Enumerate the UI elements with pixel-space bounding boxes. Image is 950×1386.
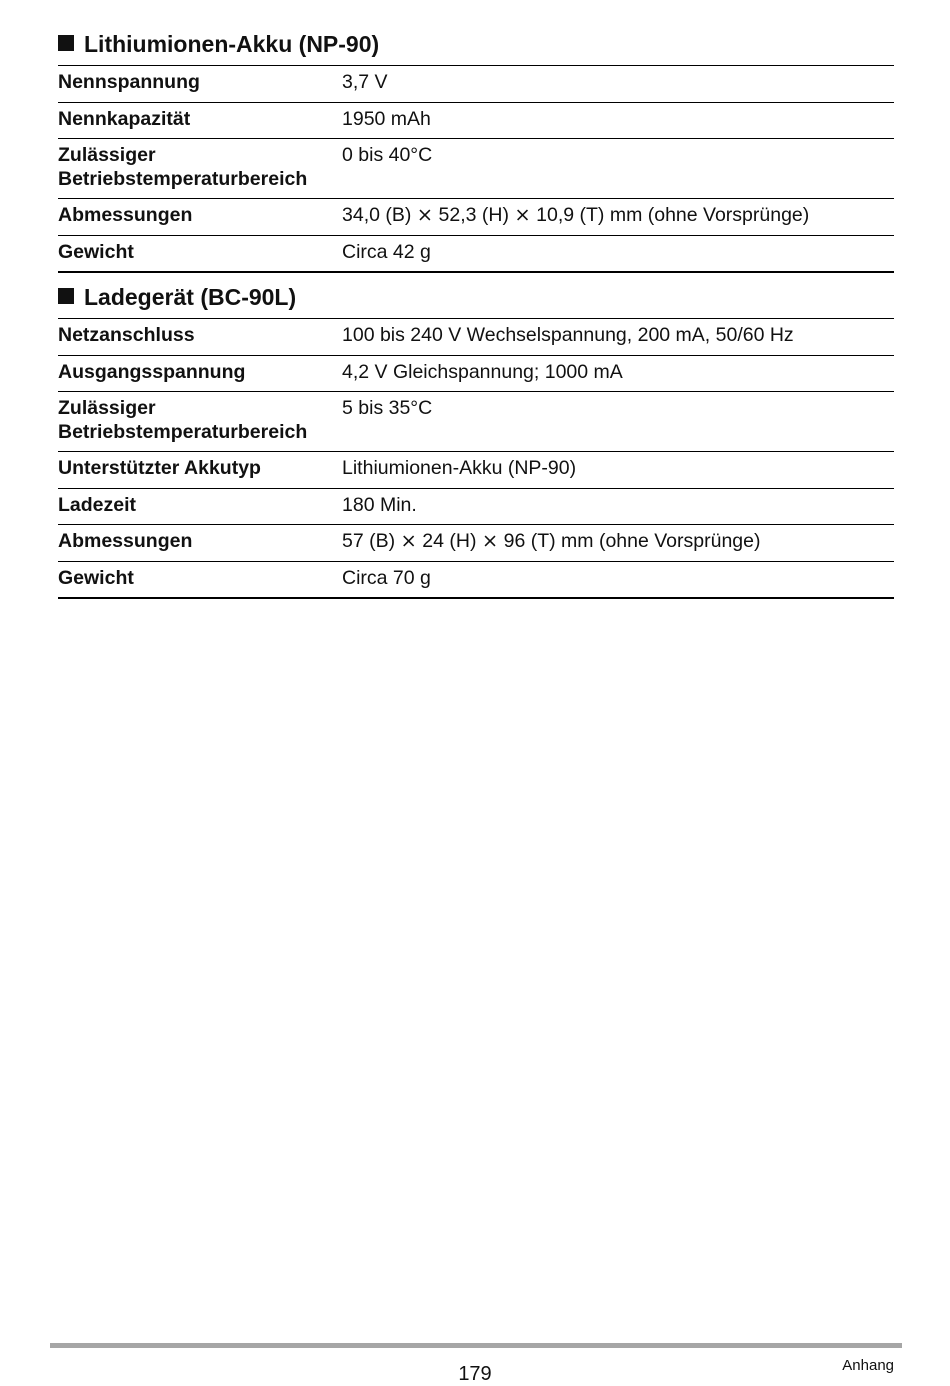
table-row: [58, 139, 894, 199]
row-label: Ausgangsspannung: [58, 360, 246, 383]
square-bullet-icon: [58, 35, 74, 51]
row-label: Gewicht: [58, 240, 134, 263]
row-label: Abmessungen: [58, 204, 193, 226]
row-value: 0 bis 40°C: [342, 144, 433, 166]
row-value: 180 Min.: [342, 493, 417, 516]
footer-section-name: Anhang: [842, 1357, 894, 1374]
row-value: Lithiumionen-Akku (NP-90): [342, 457, 577, 479]
row-label: Unterstützter Akkutyp: [58, 457, 261, 479]
row-value: 1950 mAh: [342, 107, 431, 130]
table-row: [58, 102, 894, 139]
section-heading-ladegeraet: [58, 283, 296, 311]
page-number: 179: [458, 1363, 492, 1385]
table-row: [58, 561, 894, 598]
row-value: 34,0 (B) ⨯ 52,3 (H) ⨯ 10,9 (T) mm (ohne Vorsprünge): [342, 204, 810, 226]
row-value: Circa 70 g: [342, 566, 431, 589]
row-value: 57 (B) ⨯ 24 (H) ⨯ 96 (T) mm (ohne Vorsprünge): [342, 530, 761, 552]
table-row: [58, 235, 894, 272]
row-label: Netzanschluss: [58, 324, 195, 346]
row-label: Gewicht: [58, 566, 134, 589]
row-label: Nennspannung: [58, 71, 200, 93]
footer-divider: [50, 1343, 902, 1348]
row-value: 4,2 V Gleichspannung; 1000 mA: [342, 360, 623, 383]
table-row: [58, 392, 894, 452]
table-row: [58, 319, 894, 356]
spec-table-akku: [58, 65, 894, 273]
table-row: [58, 488, 894, 525]
table-row: [58, 525, 894, 562]
section-title: Lithiumionen-Akku (NP-90): [84, 31, 380, 57]
row-label: Zulässiger Betriebstemperaturbereich: [58, 144, 308, 190]
spec-table-ladegeraet: [58, 318, 894, 599]
section-title: Ladegerät (BC-90L): [84, 284, 297, 310]
table-row: [58, 66, 894, 103]
row-label: Ladezeit: [58, 493, 137, 516]
row-value: 3,7 V: [342, 71, 388, 93]
section-heading-akku: [58, 30, 379, 58]
row-label: Abmessungen: [58, 530, 193, 552]
table-row: [58, 355, 894, 392]
square-bullet-icon: [58, 288, 74, 304]
row-label: Nennkapazität: [58, 107, 191, 130]
row-label: Zulässiger Betriebstemperaturbereich: [58, 397, 308, 443]
row-value: Circa 42 g: [342, 240, 431, 263]
row-value: 100 bis 240 V Wechselspannung, 200 mA, 50/60 Hz: [342, 324, 794, 346]
table-row: [58, 199, 894, 236]
table-row: [58, 452, 894, 489]
row-value: 5 bis 35°C: [342, 397, 433, 419]
